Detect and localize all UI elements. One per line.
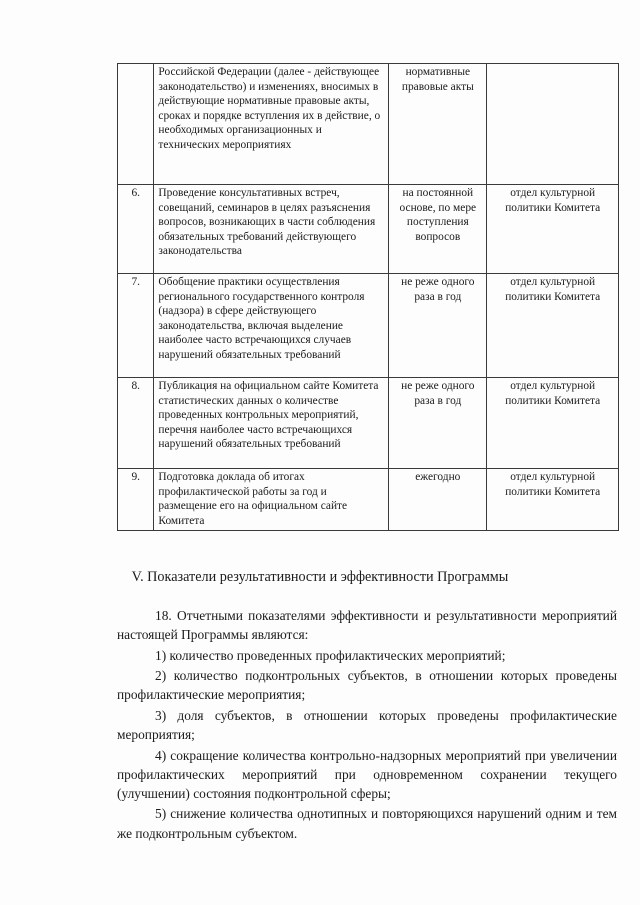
measure-responsible: отдел культурной политики Комитета — [487, 185, 619, 274]
measure-frequency: не реже одного раза в год — [389, 274, 487, 378]
measure-frequency: на постоянной основе, по мере поступления вопросов — [389, 185, 487, 274]
measure-description: Подготовка доклада об итогах профилактической работы за год и размещение его на официальном сайте Комитета — [154, 469, 389, 531]
section-title: V. Показатели результативности и эффективности Программы — [131, 569, 509, 585]
row-number — [118, 64, 154, 185]
measure-frequency: ежегодно — [389, 469, 487, 531]
measure-responsible — [487, 64, 619, 185]
section-body — [117, 606, 617, 844]
measure-responsible: отдел культурной политики Комитета — [487, 378, 619, 469]
measure-description: Публикация на официальном сайте Комитета статистических данных о количестве проведенных контрольных мероприятий, перечня наиболее часто встречающихся нарушений обязательных требований — [154, 378, 389, 469]
paragraph: 18. Отчетными показателями эффективности и результативности мероприятий настоящей Программы являются: — [117, 608, 617, 643]
measure-description: Проведение консультативных встреч, совещаний, семинаров в целях разъяснения вопросов, возникающих в части соблюдения обязательных требований действующего законодательства — [154, 185, 389, 274]
table-row — [118, 64, 619, 185]
measure-responsible: отдел культурной политики Комитета — [487, 469, 619, 531]
measure-frequency: не реже одного раза в год — [389, 378, 487, 469]
paragraph: 5) снижение количества однотипных и повторяющихся нарушений одним и тем же подконтрольным субъектом. — [117, 806, 617, 841]
paragraph: 3) доля субъектов, в отношении которых проведены профилактические мероприятия; — [117, 707, 617, 743]
row-number: 6. — [118, 185, 154, 274]
table-row — [118, 469, 619, 531]
paragraph: 2) количество подконтрольных субъектов, в отношении которых проведены профилактические мероприятия; — [117, 668, 617, 703]
measure-description: Российской Федерации (далее - действующее законодательство) и изменениях, вносимых в действующие нормативные правовые акты, сроках и порядке вступления их в действие, о необходимых организационных и технических мероприятиях — [154, 64, 389, 185]
measure-frequency: нормативные правовые акты — [389, 64, 487, 185]
row-number: 8. — [118, 378, 154, 469]
measures-table — [117, 63, 619, 531]
row-number: 7. — [118, 274, 154, 378]
measure-responsible: отдел культурной политики Комитета — [487, 274, 619, 378]
paragraph: 1) количество проведенных профилактических мероприятий; — [155, 647, 506, 663]
table-row — [118, 378, 619, 469]
paragraph: 4) сокращение количества контрольно-надзорных мероприятий при увеличении профилактических мероприятий при одновременном сохранении текущего (улучшении) состояния подконтрольной сферы; — [117, 747, 617, 801]
measure-description: Обобщение практики осуществления регионального государственного контроля (надзора) в сфере действующего законодательства, включая выделение наиболее часто встречающихся случаев нарушений обязательных требований — [154, 274, 389, 378]
row-number: 9. — [118, 469, 154, 531]
table-row — [118, 185, 619, 274]
table-row — [118, 274, 619, 378]
